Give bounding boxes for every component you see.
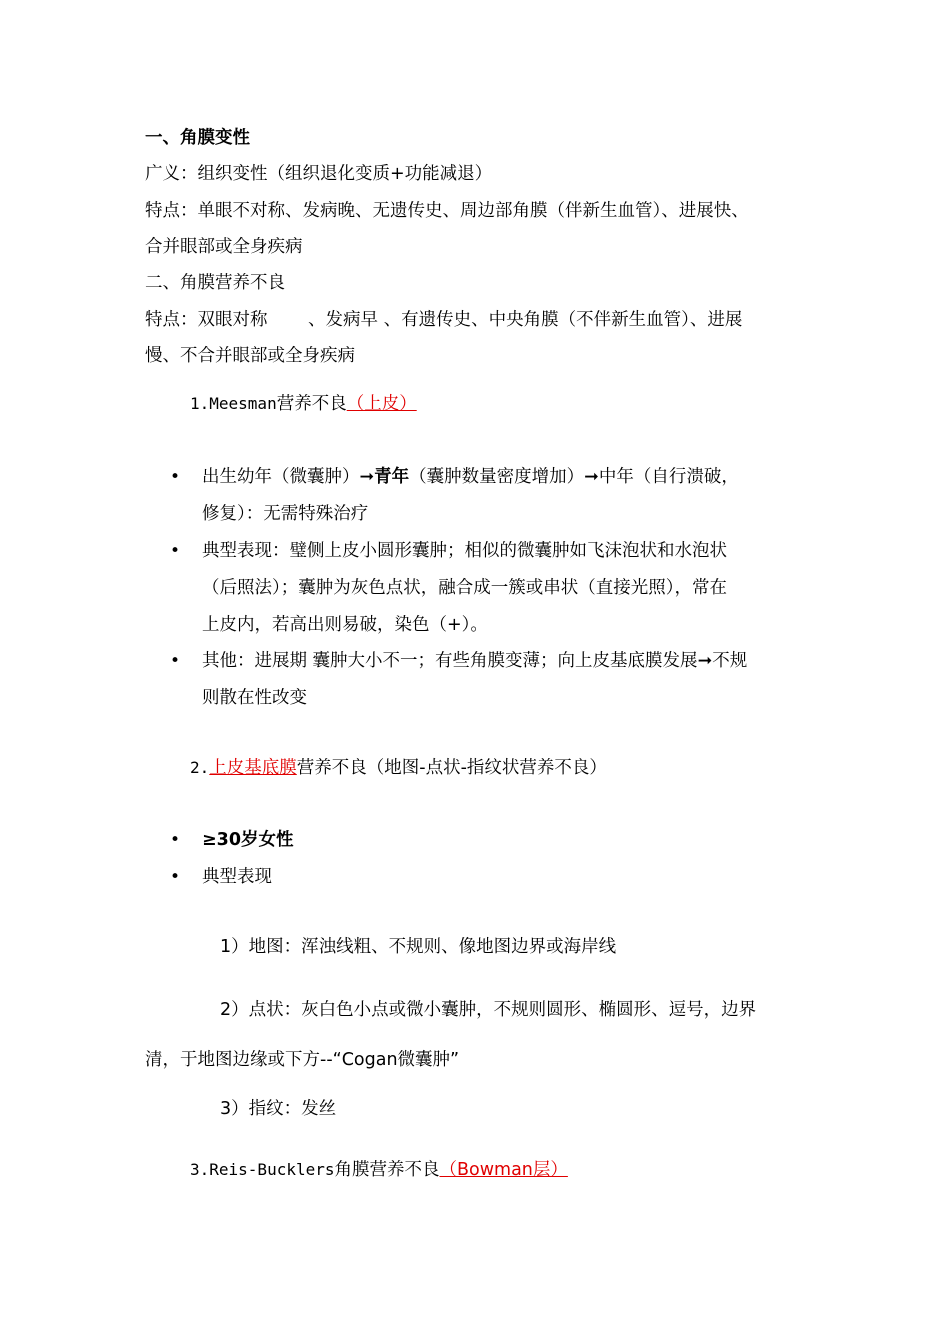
arrow-icon: ➞ <box>697 651 713 671</box>
bullet-marker: • <box>170 541 181 561</box>
section-1-broad-definition: 广义：组织变性（组织退化变质+功能减退） <box>145 164 493 184</box>
arrow-icon: ➞ <box>584 467 599 487</box>
bullet-marker: • <box>170 651 181 671</box>
ebmd-heading <box>190 750 860 786</box>
ebmd-bullet-typical: 典型表现 <box>202 867 272 887</box>
arrow-icon: ➞ <box>359 467 375 487</box>
meesman-heading-text: 营养不良 <box>276 394 347 414</box>
ebmd-layer: 上皮基底膜 <box>209 758 297 778</box>
stage-middle-age: 中年（自行溃破， <box>598 467 739 487</box>
meesman-other-text: 其他：进展期 囊肿大小不一；有些角膜变薄；向上皮基底膜发展 <box>202 651 698 671</box>
ebmd-item-dot-line-1: 2）点状：灰白色小点或微小囊肿，不规则圆形、椭圆形、逗号，边界 <box>220 1000 757 1020</box>
ebmd-number: 2. <box>190 758 210 777</box>
meesman-layer: （上皮） <box>346 394 417 414</box>
meesman-heading <box>190 386 860 422</box>
meesman-bullet-2-line-3: 上皮内，若高出则易破，染色（+）。 <box>202 615 488 635</box>
bullet-marker: • <box>170 867 181 887</box>
reis-bucklers-number: 3.Reis-Bucklers <box>190 1160 335 1179</box>
ebmd-item-map: 1）地图：浑浊线粗、不规则、像地图边界或海岸线 <box>220 937 617 957</box>
stage-youth: 青年 <box>374 467 410 487</box>
section-2-features-line-1: 特点：双眼对称 、发病早 、有遗传史、中央角膜（不伴新生血管）、进展 <box>145 310 743 330</box>
ebmd-item-dot-line-2: 清，于地图边缘或下方--“Cogan微囊肿” <box>145 1050 460 1070</box>
meesman-bullet-1-line-2: 修复）：无需特殊治疗 <box>202 504 369 524</box>
reis-bucklers-heading-text: 角膜营养不良 <box>334 1160 440 1180</box>
meesman-other-text-end: 不规 <box>712 651 748 671</box>
ebmd-bullet-population: ≥30岁女性 <box>202 830 294 850</box>
section-1-features-line-1: 特点：单眼不对称、发病晚、无遗传史、周边部角膜（伴新生血管）、进展快、 <box>145 201 749 221</box>
meesman-number: 1.Meesman <box>190 394 277 413</box>
reis-bucklers-heading <box>190 1152 860 1188</box>
bullet-marker: • <box>170 467 181 487</box>
section-2-features-line-2: 慢、不合并眼部或全身疾病 <box>145 346 355 366</box>
meesman-bullet-2-line-2: （后照法）；囊肿为灰色点状，融合成一簇或串状（直接光照），常在 <box>202 578 727 598</box>
section-2-title: 二、角膜营养不良 <box>145 273 285 293</box>
section-1-features-line-2: 合并眼部或全身疾病 <box>145 237 303 257</box>
stage-childhood: 出生幼年（微囊肿） <box>202 467 360 487</box>
ebmd-item-fingerprint: 3）指纹：发丝 <box>220 1099 337 1119</box>
meesman-bullet-3-line-2: 则散在性改变 <box>202 688 307 708</box>
reis-bucklers-layer: （Bowman层） <box>439 1160 568 1180</box>
meesman-bullet-2-line-1: 典型表现：璧侧上皮小圆形囊肿；相似的微囊肿如飞沫泡状和水泡状 <box>202 541 727 561</box>
stage-youth-detail: （囊肿数量密度增加） <box>409 467 585 487</box>
meesman-bullet-3-line-1 <box>202 643 812 680</box>
bullet-marker: • <box>170 830 181 850</box>
meesman-bullet-1-line-1 <box>202 459 812 496</box>
section-1-title: 一、角膜变性 <box>145 128 250 148</box>
ebmd-heading-text: 营养不良（地图-点状-指纹状营养不良） <box>296 758 607 778</box>
